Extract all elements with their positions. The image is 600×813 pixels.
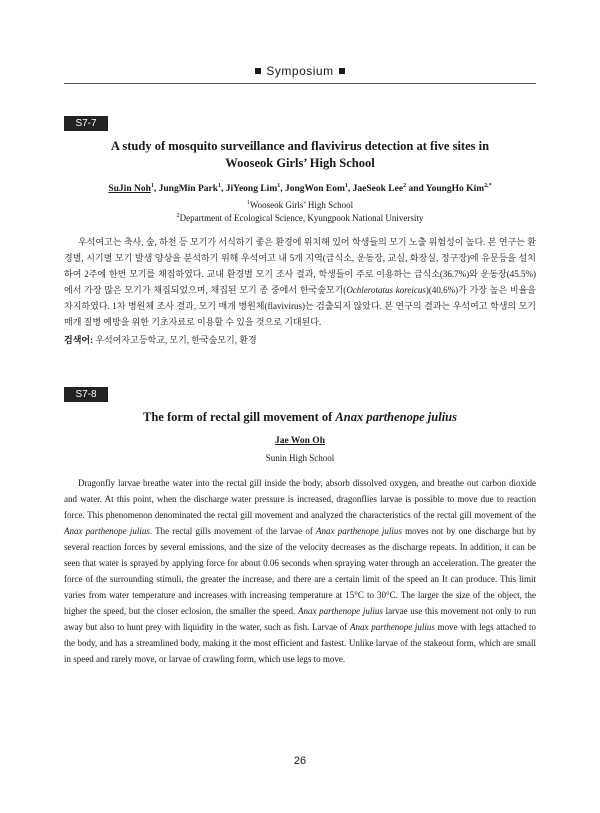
article-title: The form of rectal gill movement of Anax parthenope julius [143,410,457,424]
affiliation: $^2$Department of Ecological Science, Kyungpook National University [176,213,424,223]
keywords-text: 우석여자고등학교, 모기, 한국숲모기, 환경 [95,335,257,345]
author-list: SuJin Noh$^1$, JungMin Park$^1$, JiYeong Lim$^1$, JongWon Eom$^1$, JaeSeok Lee$^2$ and YoungHo Kim$^{2,*}$ [108,183,492,195]
square-bullet-icon [255,68,261,74]
running-header [0,64,600,78]
abstract-text: Dragonfly larvae breathe water into the rectal gill inside the body, absorb dissolved oxygen, and breathe out carbon dioxide and water. At this point, when the discharge water pressure is increased, dragonflies larvae is possible to move due to reaction force. This phenomenon denominated the rectal gill movement and analyzed the characteristics of the rectal gill movement of the Anax parthenope julius. The rectal gills movement of the larvae of Anax parthenope julius moves not by one discharge but by several reaction forces by several emissions, and the size of the velocity decreases as the discharge repeats. In addition, it can be seen that water is sprayed by applying force for about 0.06 seconds when spraying water through an acceleration. The greater the force of the surrounding stimuli, the greater the increase, and there are a certain limit of the speed an It can produce. This limit varies from water temperature and increases with increasing temperature at 15°C to 30°C. The larger the size of the object, the higher the speed, but the closer eclosion, the smaller the speed. Anax parthenope julius larvae use this movement not only to run away but also to hunt prey with liquidity in the water, such as fish. Larvae of Anax parthenope julius move with legs attached to the body, and has a streamlined body, making it the most efficient and fastest. Unlike larvae of the stakeout form, which are small in speed and rarely move, or larvae of crawling form, which use legs to move. [64,478,536,664]
author-name: JungMin Park [158,184,219,195]
header-label: Symposium [266,64,334,78]
section-tag: S7-7 [64,116,108,131]
affiliation: Sunin High School [265,453,335,463]
author-name: JongWon Eom [284,184,345,195]
author-name: JaeSeok Lee [352,184,404,195]
header-rule [64,83,536,84]
article-title-line: Wooseok Girls’ High School [225,156,375,170]
affiliation: $^1$Wooseok Girls’ High School [246,200,354,210]
author-name: JiYeong Lim [225,184,278,195]
article-title [64,138,536,172]
page-number: 26 [293,755,307,767]
keywords [64,333,536,346]
abstract-text: 우석여고는 축사, 숲, 하천 등 모기가 서식하기 좋은 환경에 위치해 있어 학생들의 모기 노출 위험성이 높다. 본 연구는 환경별, 시기별 모기 발생 양상을 분석하기 위해 우석여고 내 5개 지역(급식소, 운동장, 교실, 화장실, 정구장)에 유문등을 설치하여 2주에 한번 모기를 채집하였다. 교내 환경별 모기 조사 결과, 학생들이 주로 이용하는 급식소(36.7%)와 운동장(45.5%)에서 가장 많은 모기가 채집되었으며, 채집된 모기 종 중에서 한국숲모기(Ochlerotatus koreicus)(40.6%)가 가장 높은 비율을 차지하였다. 1차 병원체 조사 결과, 모기 매개 병원체(flavivirus)는 검출되지 않았다. 본 연구의 결과는 우석여고 학생의 모기 매개 질병 예방을 위한 기초자료로 이용할 수 있을 것으로 기대된다. [64,237,537,327]
author-name: Jae Won Oh [275,436,325,446]
article-title-line: A study of mosquito surveillance and flavivirus detection at five sites in [110,139,490,153]
author-name: YoungHo Kim [425,184,485,195]
author-name: SuJin Noh [108,184,151,195]
square-bullet-icon [339,68,345,74]
section-tag: S7-8 [64,387,108,402]
keywords-label: 검색어: [64,335,94,345]
author-list [64,436,536,446]
